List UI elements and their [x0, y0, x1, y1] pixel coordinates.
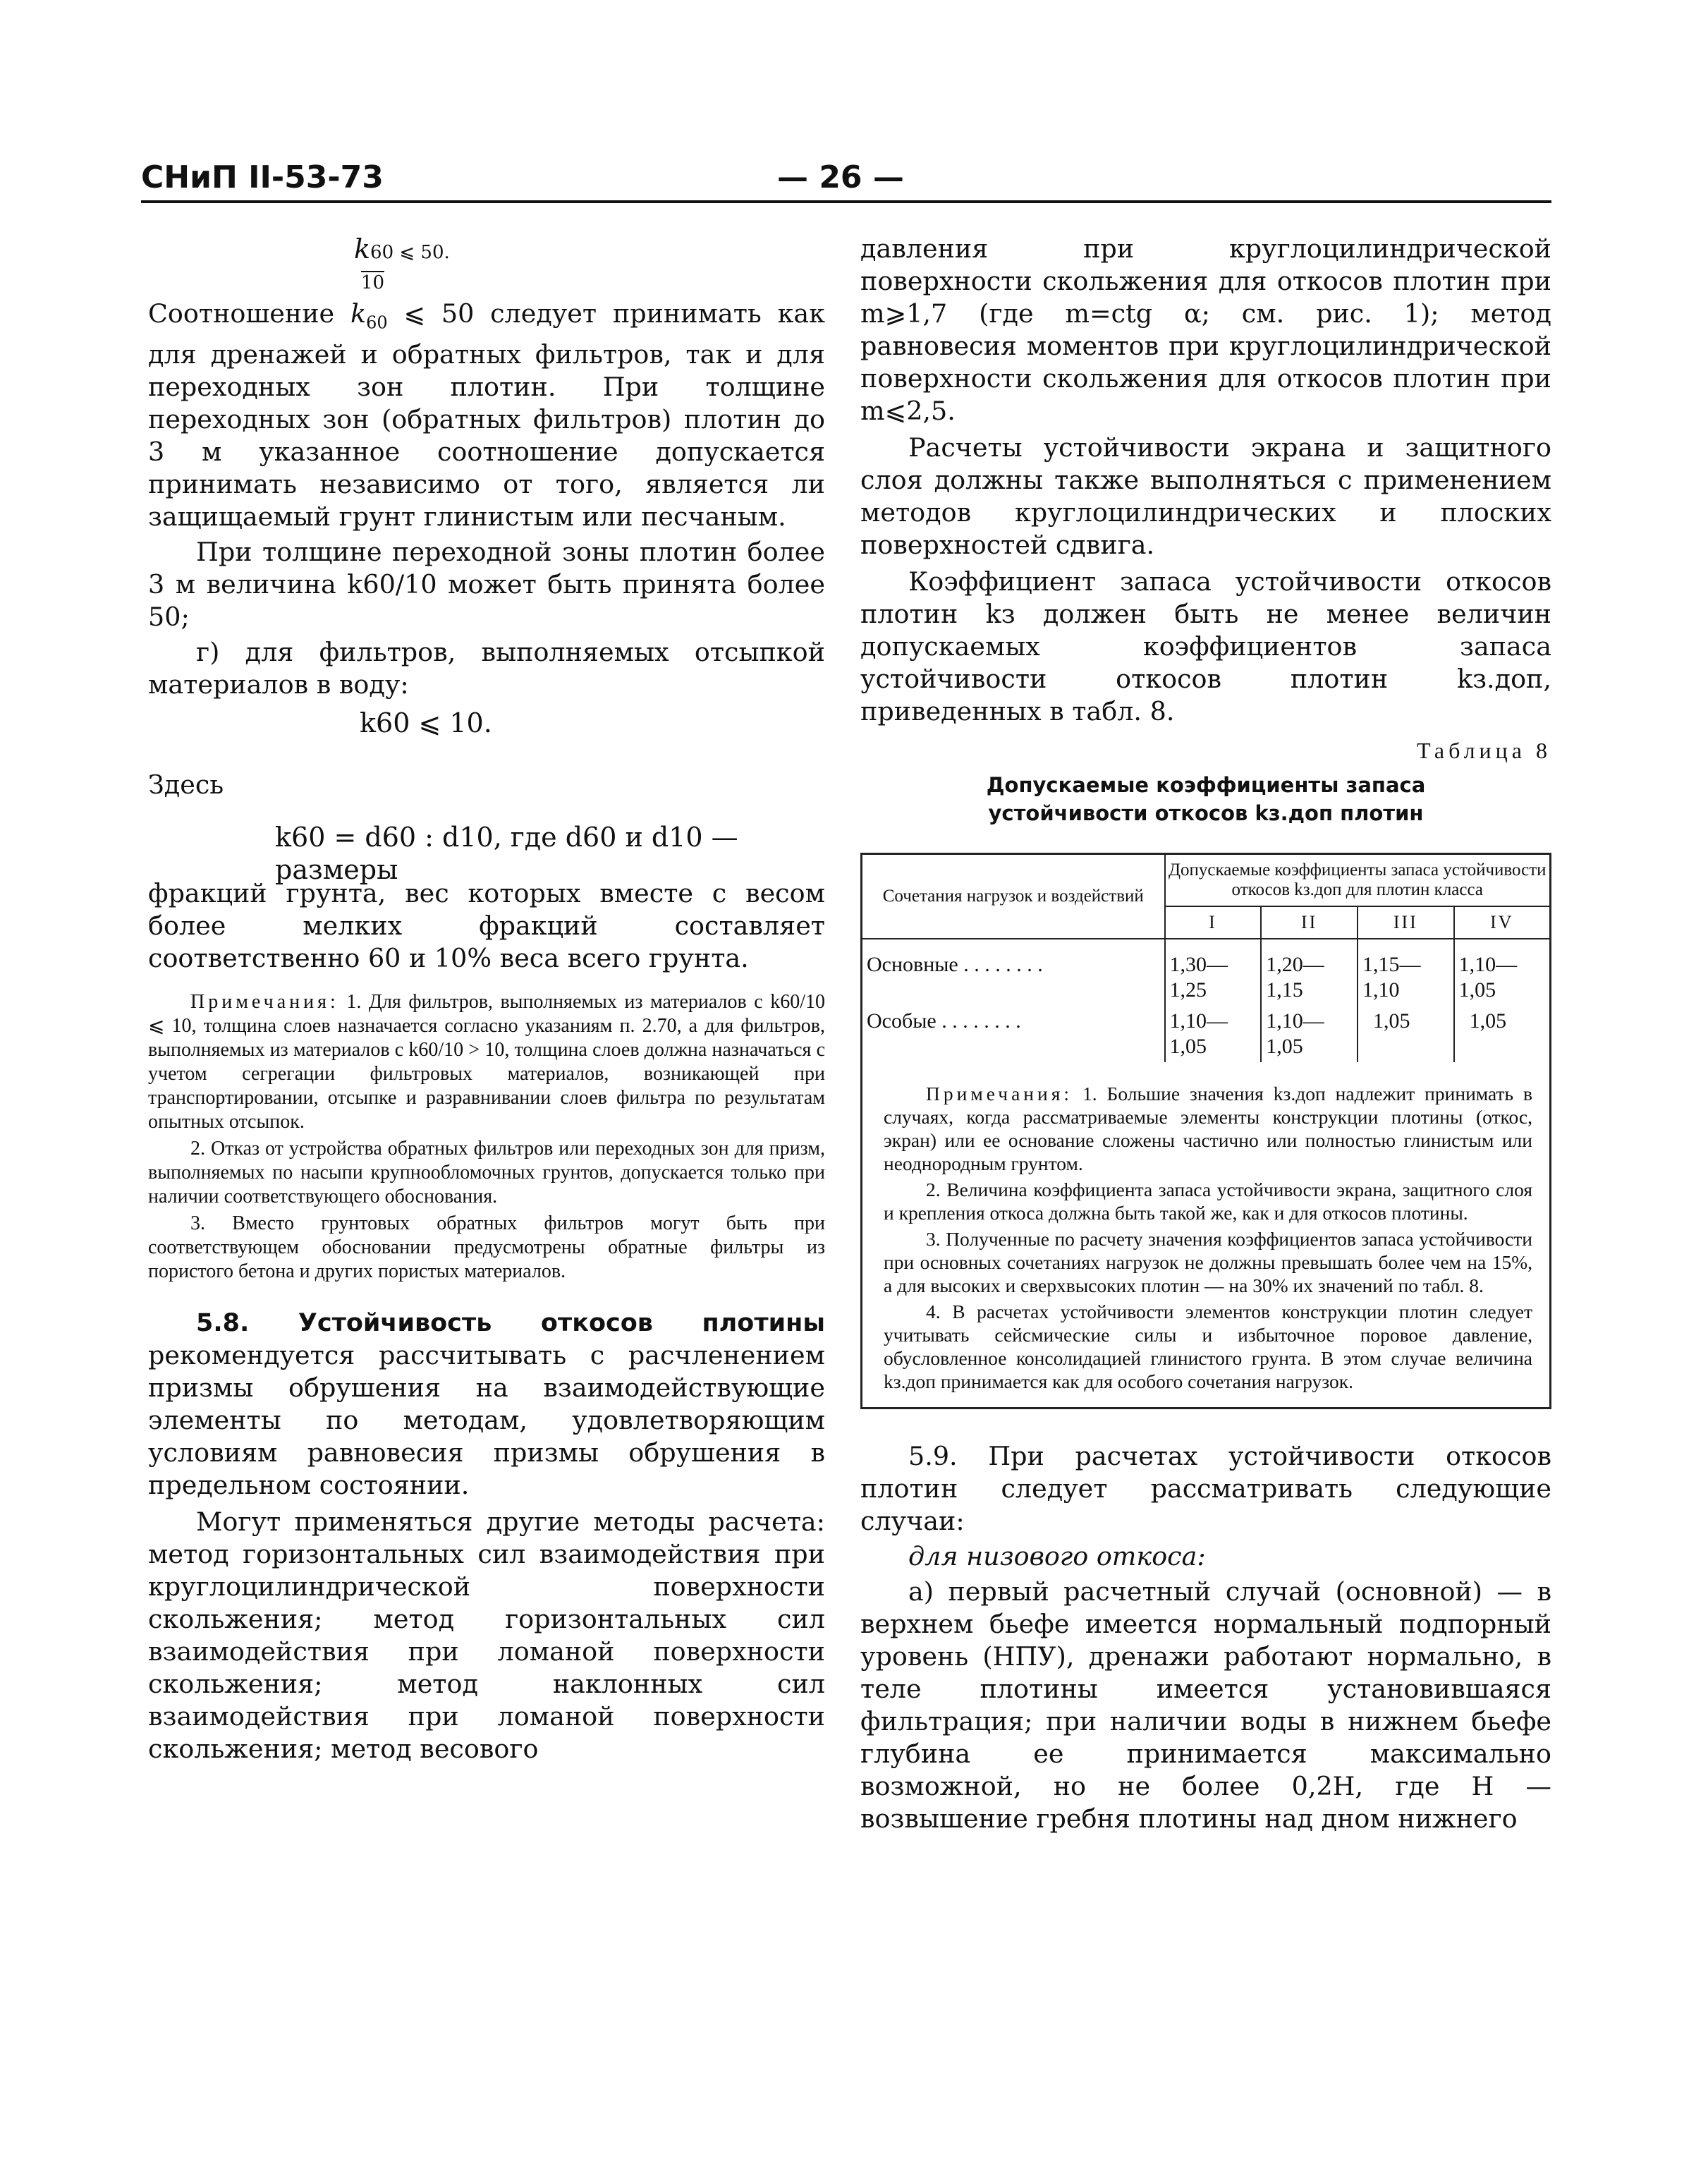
formula-k: k	[354, 233, 371, 264]
left-column	[148, 233, 825, 1765]
table-cell-value: 1,10— 1,05	[1454, 939, 1549, 1006]
note-3: 3. Вместо грунтовых обратных фильтров могут быть при соответствующем обосновании предусмотрены обратные фильтры из пористого бетона и других пористых материалов.	[148, 1212, 825, 1283]
table-note-2: 2. Величина коэффициента запаса устойчивости экрана, защитного слоя и крепления откоса должна быть такой же, как и для откосов плотины.	[884, 1179, 1532, 1224]
table-cell-category: Основные . . . . . . . .	[867, 953, 1043, 976]
subscript-10: 10	[361, 272, 385, 293]
formula-k60-d60	[148, 821, 825, 886]
formula-k60-10	[148, 701, 825, 769]
section-5-8	[148, 1306, 825, 1502]
table-8-box	[860, 853, 1551, 1409]
document-code: СНиП II-53-73	[141, 159, 384, 195]
section-5-9: 5.9. При расчетах устойчивости откосов плотин следует рассматривать следующие случаи:	[860, 1441, 1551, 1536]
table-header-combinations: Сочетания нагрузок и воздействий	[862, 855, 1165, 939]
notes-label: Примечания:	[190, 991, 339, 1014]
table-cell-value: 1,05	[1454, 1006, 1549, 1062]
table-header-class: I	[1165, 906, 1262, 939]
table-note-1	[884, 1082, 1532, 1175]
page-number: — 26 —	[777, 159, 904, 195]
notes-left	[148, 990, 825, 1284]
ratio-inline-formula: $k_{60}$ ⩽ 50	[350, 298, 491, 333]
table-cell-value: 1,15— 1,10	[1358, 939, 1454, 1006]
para-screen-stability: Расчеты устойчивости экрана и защитного слоя должны также выполняться с применением методов круглоцилиндрических и плоских поверхностей сдвига.	[860, 432, 1551, 560]
table-note-1-text: 1. Большие значения kз.доп надлежит принимать в случаях, когда рассматриваемые элементы конструкции плотины (откос, экран) или ее основание сложены частично или полностью глинистым или неоднородным грунтом.	[884, 1083, 1532, 1174]
table-row	[862, 939, 1549, 1006]
table-cell-value: 1,05	[1358, 1006, 1454, 1062]
formula-k60-d60-text: k60 = d60 : d10, где d60 и d10 — размеры	[275, 822, 738, 886]
table-header-class: III	[1358, 906, 1454, 939]
table-title-line-1: Допускаемые коэффициенты запаса	[986, 773, 1426, 797]
table-label: Таблица 8	[1417, 738, 1551, 763]
section-5-8-text: рекомендуется рассчитывать с расчленением призмы обрушения на взаимодействующие элементы по методам, удовлетворяющим условиям равновесия призмы обрушения в предельном состоянии.	[148, 1340, 825, 1501]
case-a: а) первый расчетный случай (основной) — в верхнем бьефе имеется нормальный подпорный уровень (НПУ), дренажи работают нормально, в теле плотины имеется установившаяся фильтрация; при наличии воды в нижнем бьефе глубина ее принимается максимально возможной, но не более 0,2H, где H — возвышение гребня плотины над дном нижнего	[860, 1576, 1551, 1834]
para-safety-factor: Коэффициент запаса устойчивости откосов плотин kз должен быть не менее величин допускаемых коэффициентов запаса устойчивости откосов плотин kз.доп, приведенных в табл. 8.	[860, 566, 1551, 726]
table-notes	[862, 1062, 1549, 1393]
table-cell-value: 1,20— 1,15	[1261, 939, 1358, 1006]
ratio-text: следует принимать как для дренажей и обратных фильтров, так и для переходных зон плотин. При толщине переходных зон (обратных фильтров) плотин до 3 м указанное соотношение допускается принимать независимо от того, является ли защищаемый грунт глинистым или песчаным.	[148, 298, 825, 533]
right-column	[860, 233, 1551, 1835]
table-cell-category: Особые . . . . . . . .	[867, 1009, 1021, 1033]
note-1-text: 1. Для фильтров, выполняемых из материалов с k60/10 ⩽ 10, толщина слоев назначается согласно указаниям п. 2.70, а для фильтров, выполняемых из материалов с k60/10 > 10, толщина слоев должна назначаться с учетом сегрегации фильтровых материалов, возникающей при транспортировании, отсыпке и разравнивании слоев фильтра по результатам опытных отсыпок.	[148, 991, 825, 1133]
low-slope-heading: для низового откоса:	[908, 1541, 1206, 1571]
para-methods: Могут применяться другие методы расчета: метод горизонтальных сил взаимодействия при круглоцилиндрической поверхности скольжения; метод горизонтальных сил взаимодействия при ломаной поверхности скольжения; метод наклонных сил взаимодействия при ломаной поверхности скольжения; метод весового	[148, 1507, 825, 1765]
note-2: 2. Отказ от устройства обратных фильтров или переходных зон для призм, выполняемых по насыпи крупнообломочных грунтов, допускается только при наличии соответствующего обоснования.	[148, 1138, 825, 1208]
formula-rest: 60 ⩽ 50.	[370, 242, 450, 263]
para-continuation: давления при круглоцилиндрической поверхности скольжения для откосов плотин при m⩾1,7 (где m=ctg α; см. рис. 1); метод равновесия моментов при круглоцилиндрической поверхности скольжения для откосов плотин при m⩽2,5.	[860, 233, 1551, 426]
table-header-class: IV	[1454, 906, 1549, 939]
table-row	[862, 1006, 1549, 1062]
note-1	[148, 990, 825, 1134]
table-cell-value: 1,10— 1,05	[1261, 1006, 1358, 1062]
para-filters-water: г) для фильтров, выполняемых отсыпкой материалов в воду:	[148, 637, 825, 700]
table-note-3: 3. Полученные по расчету значения коэффициентов запаса устойчивости при основных сочетаниях нагрузок не должны превышать более чем на 15%, а для высоких и сверхвысоких плотин — на 30% их значений по табл. 8.	[884, 1228, 1532, 1296]
table-title-line-2: устойчивости откосов kз.доп плотин	[988, 801, 1424, 825]
table-8	[862, 855, 1549, 1062]
table-note-4: 4. В расчетах устойчивости элементов конструкции плотин следует учитывать сейсмические силы и избыточное поровое давление, обусловленное консолидацией глинистого грунта. В этом случае величина kз.доп принимается как для особого сочетания нагрузок.	[884, 1301, 1532, 1392]
table-header-merged: Допускаемые коэффициенты запаса устойчивости откосов kз.доп для плотин класса	[1165, 855, 1549, 906]
table-notes-label: Примечания:	[926, 1083, 1073, 1105]
para-fractions: фракций грунта, вес которых вместе с весом более мелких фракций составляет соответственно 60 и 10% веса всего грунта.	[148, 878, 825, 974]
para-transition-zone: При толщине переходной зоны плотин более 3 м величина k60/10 может быть принята более 50;	[148, 537, 825, 633]
section-5-8-heading: 5.8. Устойчивость откосов плотины	[196, 1309, 825, 1338]
formula-k60-50	[148, 233, 825, 298]
label-zdes: Здесь	[148, 769, 224, 801]
table-cell-value: 1,30— 1,25	[1165, 939, 1262, 1006]
header-rule	[141, 200, 1551, 203]
table-header-class: II	[1261, 906, 1358, 939]
ratio-lead: Соотношение	[148, 298, 335, 329]
formula-k60-10-text: k60 ⩽ 10.	[360, 707, 492, 739]
ratio-paragraph	[148, 298, 825, 533]
table-cell-value: 1,10— 1,05	[1165, 1006, 1262, 1062]
